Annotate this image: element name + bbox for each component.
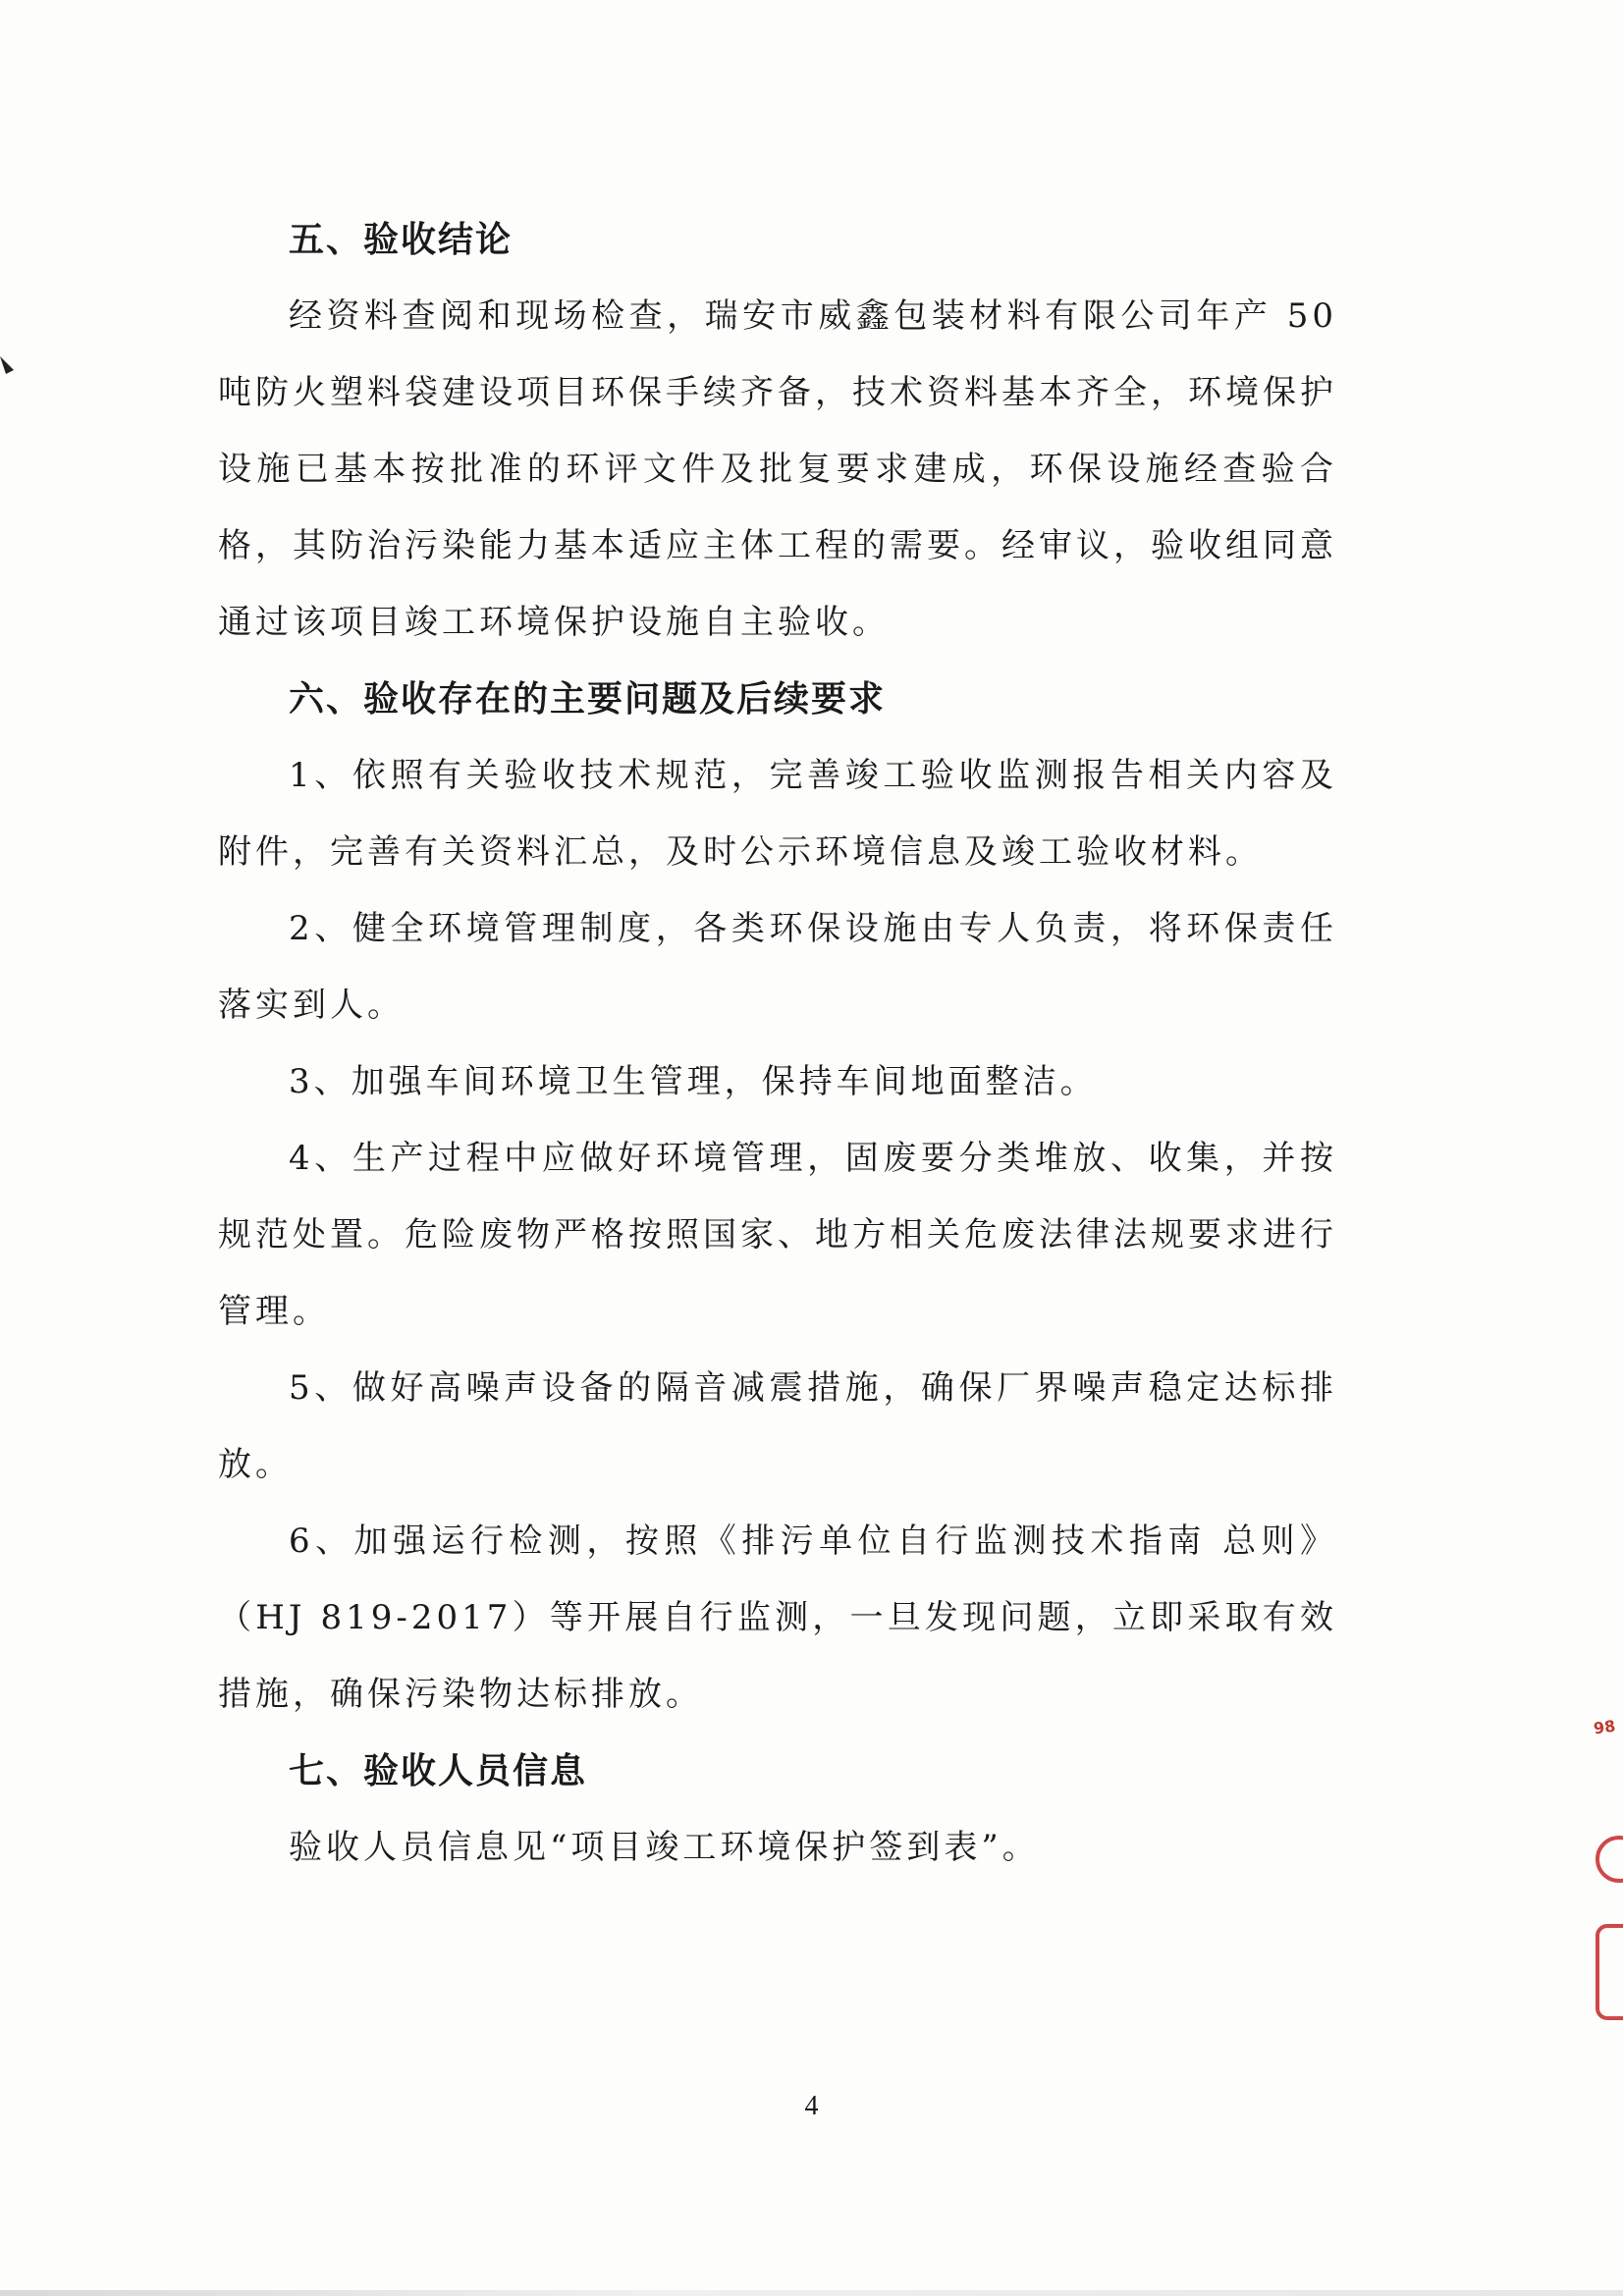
seal-number-text: 98: [1592, 1716, 1617, 1738]
official-seal-fragment: [1590, 1698, 1623, 2052]
requirement-item-5: 5、做好高噪声设备的隔音减震措施，确保厂界噪声稳定达标排放。: [218, 1368, 1337, 1484]
section-heading: 五、验收结论: [289, 219, 514, 260]
section-personnel-info: [218, 1733, 1337, 1886]
section-heading: 七、验收人员信息: [289, 1750, 588, 1791]
requirement-item-1: 1、依照有关验收技术规范，完善竣工验收监测报告相关内容及附件，完善有关资料汇总，及时公示环境信息及竣工验收材料。: [218, 756, 1337, 872]
section-problems-and-requirements: [218, 661, 1337, 1733]
paragraph: 经资料查阅和现场检查，瑞安市威鑫包装材料有限公司年产 50 吨防火塑料袋建设项目环保手续齐备，技术资料基本齐全，环境保护设施已基本按批准的环评文件及批复要求建成，环保设施经查验合格，其防治污染能力基本适应主体工程的需要。经审议，验收组同意通过该项目竣工环境保护设施自主验收。: [218, 296, 1337, 642]
document-body: [218, 201, 1337, 1886]
page-number: 4: [804, 2091, 819, 2121]
scan-bottom-edge: [0, 2290, 1623, 2296]
scan-edge-mark: [0, 348, 22, 378]
seal-arc: [1596, 1924, 1623, 2020]
seal-arc: [1596, 1836, 1623, 1883]
requirement-item-3: 3、加强车间环境卫生管理，保持车间地面整洁。: [289, 1062, 1098, 1101]
section-heading: 六、验收存在的主要问题及后续要求: [289, 678, 887, 720]
requirement-item-6: 6、加强运行检测，按照《排污单位自行监测技术指南 总则》（HJ 819-2017）等开展自行监测，一旦发现问题，立即采取有效措施，确保污染物达标排放。: [218, 1522, 1337, 1714]
section-acceptance-conclusion: [218, 201, 1337, 661]
requirement-item-4: 4、生产过程中应做好环境管理，固废要分类堆放、收集，并按规范处置。危险废物严格按照国家、地方相关危废法律法规要求进行管理。: [218, 1139, 1337, 1331]
requirement-item-2: 2、健全环境管理制度，各类环保设施由专人负责，将环保责任落实到人。: [218, 909, 1337, 1025]
paragraph: 验收人员信息见“项目竣工环境保护签到表”。: [289, 1828, 1040, 1867]
